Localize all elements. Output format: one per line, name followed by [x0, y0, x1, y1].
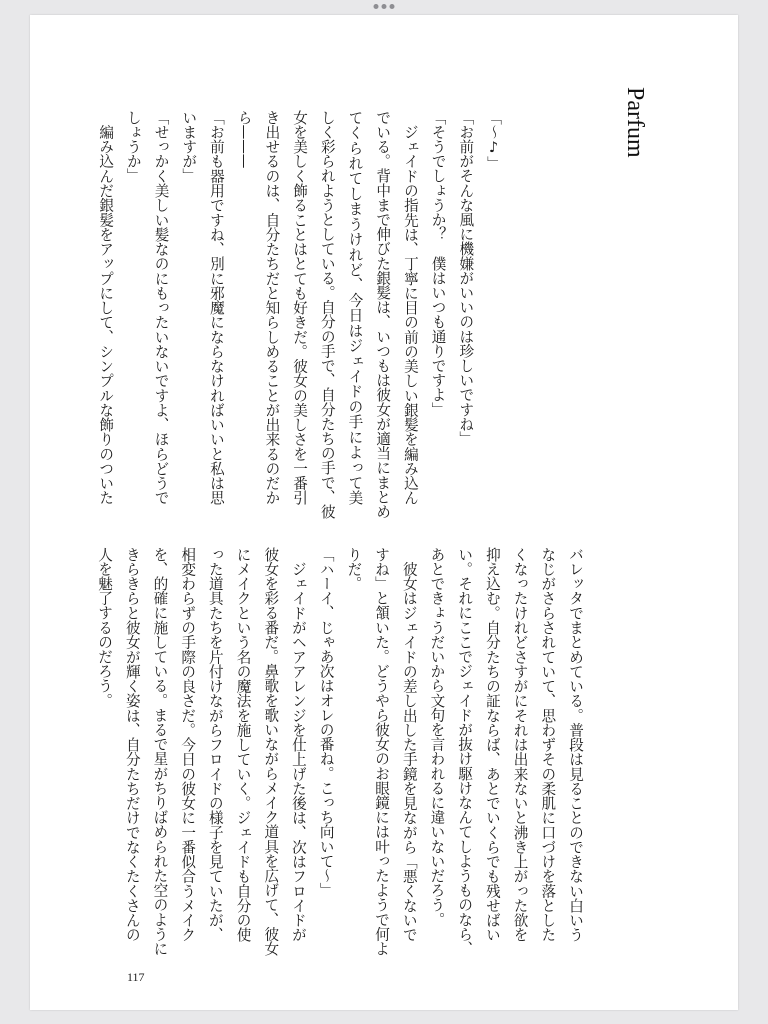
handle-dot	[382, 4, 387, 9]
text-column: 人を魅了するのだろう。	[96, 547, 114, 708]
text-column: にメイクという名の魔法を施していく。ジェイドも自分の使	[234, 547, 252, 942]
text-column: 「〜♪」	[485, 110, 502, 171]
text-column: あとできょうだいから文句を言われるに違いないだろう。	[428, 547, 446, 927]
text-column: すね」と頷いた。どうやら彼女のお眼鏡には叶ったようで何よ	[373, 547, 391, 956]
book-page	[30, 15, 738, 1010]
text-block-lower	[90, 547, 589, 956]
text-column: なじがさらされていて、思わずその柔肌に口づけを落とした	[539, 547, 557, 942]
text-column: 「お前も器用ですね、別に邪魔にならなければいいと私は思	[207, 110, 225, 505]
text-column: った道具たちを片付けながらフロイドの様子を見ていたが、	[206, 547, 224, 942]
text-column: ジェイドの指先は、丁寧に目の前の美しい銀髪を編み込ん	[401, 110, 419, 505]
text-column: しょうか」	[124, 110, 142, 183]
text-column: い。それにここでジェイドが抜け駆けなんてしようものなら、	[456, 547, 474, 956]
text-column: き出せるのは、自分たちだと知らしめることが出来るのだか	[263, 110, 281, 505]
text-block-upper	[91, 110, 507, 519]
text-column: 「せっかく美しい髪なのにもったいないですよ、ほらどうで	[152, 110, 170, 505]
text-column: 相変わらずの手際の良さだ。今日の彼女に一番似合うメイク	[179, 547, 197, 942]
text-column: きらきらと彼女が輝く姿は、自分たちだけでなくたくさんの	[123, 547, 141, 942]
text-column: 「ハーイ、じゃあ次はオレの番ね。こっち向いて〜」	[317, 547, 335, 898]
text-column: を、的確に施している。まるで星がちりばめられた空のように	[151, 547, 169, 956]
handle-dot	[390, 4, 395, 9]
text-column: ら———	[235, 110, 253, 169]
text-column: 編み込んだ銀髪をアップにして、シンプルな飾りのついた	[97, 110, 115, 505]
chapter-title: Parfum	[622, 87, 648, 158]
text-column: でいる。背中まで伸びた銀髪は、いつもは彼女が適当にまとめ	[374, 110, 392, 519]
handle-dot	[374, 4, 379, 9]
text-column: 彼女を彩る番だ。鼻歌を歌いながらメイク道具を広げて、彼女	[262, 547, 280, 956]
text-column: りだ。	[345, 547, 363, 591]
text-column: バレッタでまとめている。普段は見ることのできない白いう	[567, 547, 584, 942]
text-column: 彼女はジェイドの差し出した手鏡を見ながら「悪くないで	[400, 547, 418, 942]
window-drag-handle[interactable]	[374, 4, 395, 9]
text-column: てくられてしまうけれど、今日はジェイドの手によって美	[346, 110, 364, 505]
text-column: 「そうでしょうか？ 僕はいつも通りですよ」	[429, 110, 447, 417]
text-column: ジェイドがヘアアレンジを仕上げた後は、次はフロイドが	[289, 547, 307, 942]
text-column: いますが」	[180, 110, 198, 183]
text-column: 「お前がそんな風に機嫌がいいのは珍しいですね」	[457, 110, 475, 446]
text-column: くなったけれどさすがにそれは出来ないと沸き上がった欲を	[511, 547, 529, 942]
text-column: 女を美しく飾ることはとても好きだ。彼女の美しさを一番引	[291, 110, 309, 505]
text-column: しく彩られようとしている。自分の手で、自分たちの手で、彼	[318, 110, 336, 519]
text-column: 抑え込む。自分たちの証ならば、あとでいくらでも残せばい	[483, 547, 501, 942]
page-number: 117	[127, 970, 145, 984]
